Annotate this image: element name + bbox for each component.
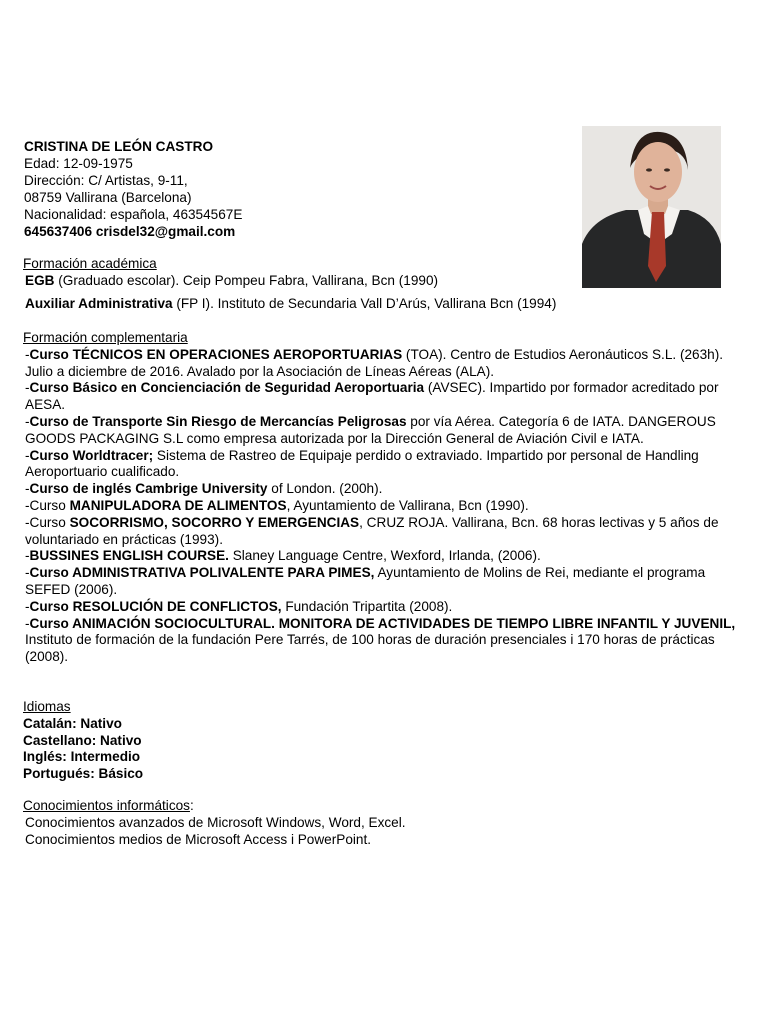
academic-item [23,296,745,313]
complementary-section [23,330,745,666]
nationality: Nacionalidad: española, 46354567E [24,207,243,222]
complementary-title: Formación complementaria [23,330,188,345]
course-item: -BUSSINES ENGLISH COURSE. Slaney Language Centre, Wexford, Irlanda, (2006). [25,548,541,564]
course-item: -Curso MANIPULADORA DE ALIMENTOS, Ayuntamiento de Vallirana, Bcn (1990). [25,497,529,513]
personal-info [24,138,242,240]
language-item: Inglés: Intermedio [23,749,141,765]
languages-title: Idiomas [23,699,71,714]
phone-email: 645637406 crisdel32@gmail.com [24,224,236,239]
academic-degree: Auxiliar Administrativa [25,295,173,311]
academic-title: Formación académica [23,256,157,271]
postal-city: 08759 Vallirana (Barcelona) [24,190,192,205]
language-item: Catalán: Nativo [23,715,122,731]
birth-date: Edad: 12-09-1975 [24,156,133,171]
computer-skills-title: Conocimientos informáticos [23,798,190,813]
skill-item: Conocimientos avanzados de Microsoft Windows, Word, Excel. [25,814,406,830]
course-item: -Curso TÉCNICOS EN OPERACIONES AEROPORTUARIAS (TOA). Centro de Estudios Aeronáuticos S.L. (263h). Julio a diciembre de 2016. Avalado por la Asociación de Líneas Aéreas (ALA). [25,346,724,379]
address-line: Dirección: C/ Artistas, 9-11, [24,173,188,188]
candidate-name: CRISTINA DE LEÓN CASTRO [24,139,214,154]
computer-skills-section: Conocimientos informáticos: Conocimientos avanzados de Microsoft Windows, Word, Excel. Conocimientos medios de Microsoft Access i PowerPoint. [23,798,745,848]
course-item: -Curso de Transporte Sin Riesgo de Mercancías Peligrosas por vía Aérea. Categoría 6 de IATA. DANGEROUS GOODS PACKAGING S.L como empresa autorizada por la Dirección General de Aviación Civil e IATA. [25,413,716,446]
academic-item [23,273,745,290]
language-item: Castellano: Nativo [23,732,142,748]
academic-detail: (FP I). Instituto de Secundaria Vall D’Arús, Vallirana Bcn (1994) [172,295,557,311]
course-item: -Curso Básico en Concienciación de Seguridad Aeroportuaria (AVSEC). Impartido por formador acreditado por AESA. [25,380,719,413]
academic-detail: (Graduado escolar). Ceip Pompeu Fabra, Vallirana, Bcn (1990) [54,272,439,288]
languages-section [23,699,745,783]
academic-degree: EGB [25,272,55,288]
course-item: -Curso RESOLUCIÓN DE CONFLICTOS, Fundación Tripartita (2008). [25,598,453,614]
course-item: -Curso ANIMACIÓN SOCIOCULTURAL. MONITORA DE ACTIVIDADES DE TIEMPO LIBRE INFANTIL Y JUVENIL, Instituto de formación de la fundación Pere Tarrés, de 100 horas de duración presenciales i 170 horas de prácticas (2008). [25,615,736,665]
course-item: -Curso ADMINISTRATIVA POLIVALENTE PARA PIMES, Ayuntamiento de Molins de Rei, mediante el programa SEFED (2006). [25,565,706,597]
course-item: -Curso Worldtracer; Sistema de Rastreo de Equipaje perdido o extraviado. Impartido por personal de Handling Aeroportuario cualificado. [25,447,699,480]
academic-section [23,256,745,312]
course-item: -Curso de inglés Cambrige University of London. (200h). [25,481,383,497]
skill-item: Conocimientos medios de Microsoft Access i PowerPoint. [25,831,372,847]
course-item: -Curso SOCORRISMO, SOCORRO Y EMERGENCIAS, CRUZ ROJA. Vallirana, Bcn. 68 horas lectivas y 5 años de voluntariado en prácticas (1993). [25,514,719,547]
language-item: Portugués: Básico [23,766,144,782]
